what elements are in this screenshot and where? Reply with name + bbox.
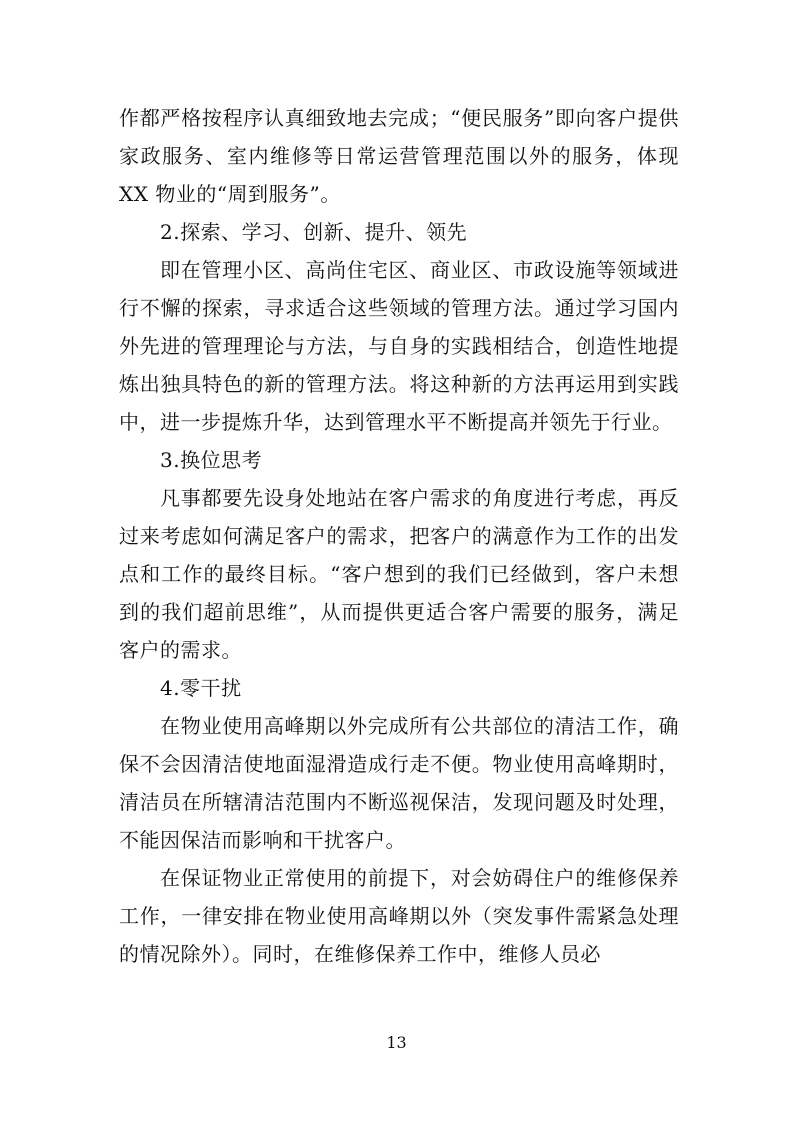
paragraph-continuation: 作都严格按程序认真细致地去完成；“便民服务”即向客户提供家政服务、室内维修等日常运营管理范围以外的服务，体现 XX 物业的“周到服务”。 (119, 106, 679, 206)
paragraph-explore: 即在管理小区、高尚住宅区、商业区、市政设施等领域进行不懈的探索，寻求适合这些领域的管理方法。通过学习国内外先进的管理理论与方法，与自身的实践相结合，创造性地提炼出独具特色的新的管理方法。将这种新的方法再运用到实践中，进一步提炼升华，达到管理水平不断提高并领先于行业。 (119, 258, 679, 434)
paragraph-zero-interference: 在物业使用高峰期以外完成所有公共部位的清洁工作，确保不会因清洁使地面湿滑造成行走不便。物业使用高峰期时，清洁员在所辖清洁范围内不断巡视保洁，发现问题及时处理，不能因保洁而影响和干扰客户。 (119, 714, 679, 852)
body-text (119, 99, 679, 973)
paragraph-maintenance: 在保证物业正常使用的前提下，对会妨碍住户的维修保养工作，一律安排在物业使用高峰期以外（突发事件需紧急处理的情况除外）。同时，在维修保养工作中，维修人员必 (119, 866, 679, 966)
page-number: 13 (386, 1033, 407, 1052)
section-heading-3: 3.换位思考 (160, 448, 263, 472)
section-heading-4: 4.零干扰 (160, 676, 242, 700)
paragraph-empathy: 凡事都要先设身处地站在客户需求的角度进行考虑，再反过来考虑如何满足客户的需求，把客户的满意作为工作的出发点和工作的最终目标。“客户想到的我们已经做到，客户未想到的我们超前思维”，从而提供更适合客户需要的服务，满足客户的需求。 (119, 486, 679, 662)
section-heading-2: 2.探索、学习、创新、提升、领先 (160, 220, 468, 244)
